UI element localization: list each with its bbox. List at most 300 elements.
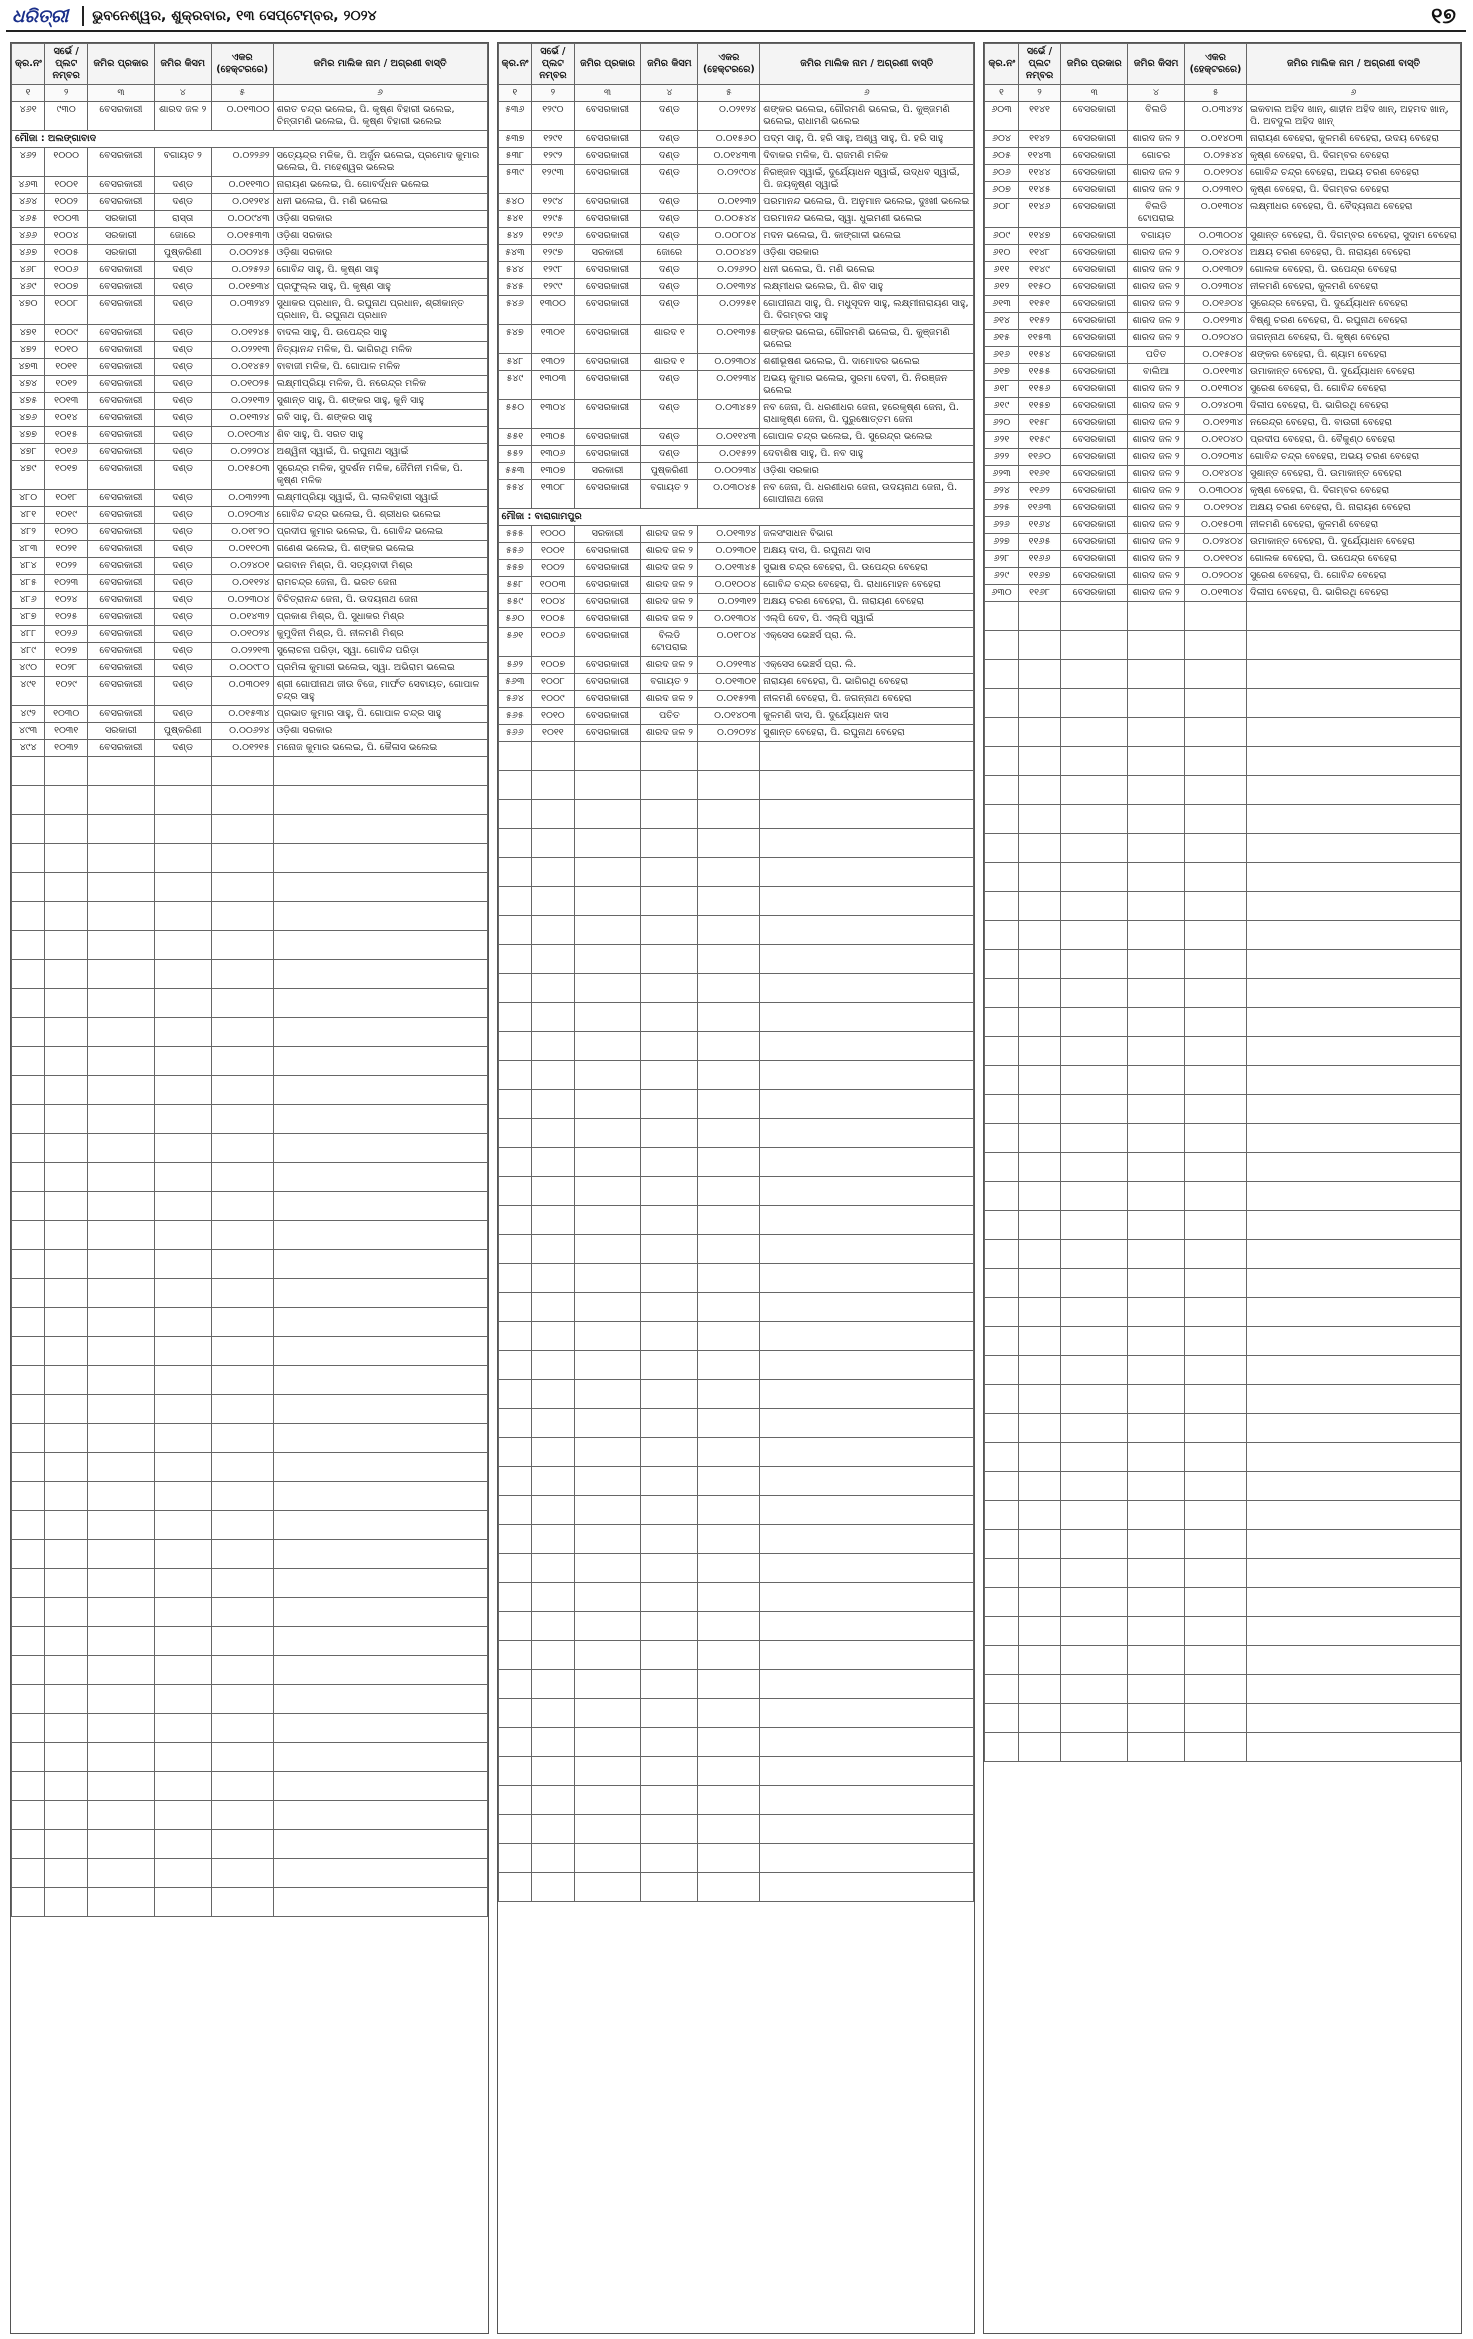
cell-type: ବେସରକାରୀ [88, 177, 155, 194]
cell-sl: ୫୩୬ [498, 102, 531, 131]
empty-cell [1246, 834, 1460, 863]
empty-cell [1018, 1298, 1061, 1327]
empty-cell [641, 1438, 698, 1467]
cell-plot: ୧୦୧୦ [45, 342, 88, 359]
cell-area: ୦.୦୧୦୨୪ [211, 626, 273, 643]
empty-cell [698, 742, 760, 771]
empty-row [498, 1206, 974, 1235]
empty-row [12, 873, 488, 902]
empty-cell [1061, 660, 1128, 689]
empty-cell [574, 1409, 641, 1438]
cell-kisam: ବଗାୟତ ୨ [641, 480, 698, 509]
cell-type: ବେସରକାରୀ [88, 626, 155, 643]
empty-cell [1185, 1124, 1247, 1153]
empty-cell [498, 1351, 531, 1380]
cell-plot: ୧୧୪୭ [1018, 228, 1061, 245]
empty-cell [574, 1525, 641, 1554]
table-row [12, 626, 488, 643]
empty-row [985, 1501, 1461, 1530]
empty-cell [1246, 660, 1460, 689]
empty-row [12, 1134, 488, 1163]
empty-cell [985, 1443, 1018, 1472]
empty-cell [574, 1844, 641, 1873]
empty-row [985, 1704, 1461, 1733]
cell-owner: ମନୋଜ କୁମାର ଭଲେଇ, ପି. କୈଳାସ ଭଲେଇ [273, 740, 487, 757]
empty-cell [1185, 1211, 1247, 1240]
empty-cell [12, 902, 45, 931]
empty-cell [12, 1743, 45, 1772]
cell-plot: ୧୦୦୩ [45, 211, 88, 228]
table-row [12, 245, 488, 262]
cell-kisam: ବଗାୟତ [1128, 228, 1185, 245]
empty-cell [88, 1308, 155, 1337]
empty-cell [985, 1008, 1018, 1037]
cell-kisam: ପତିତ [641, 708, 698, 725]
table-row [498, 543, 974, 560]
cell-owner: ରବି ସାହୁ, ପି. ଶଙ୍କର ସାହୁ [273, 410, 487, 427]
cell-kisam: ଦଣ୍ଡ [154, 541, 211, 558]
empty-cell [498, 858, 531, 887]
empty-cell [498, 1844, 531, 1873]
empty-cell [1018, 1385, 1061, 1414]
cell-type: ବେସରକାରୀ [1061, 228, 1128, 245]
table-row [12, 296, 488, 325]
empty-cell [45, 1047, 88, 1076]
empty-cell [1185, 631, 1247, 660]
cell-sl: ୬୨୫ [985, 500, 1018, 517]
column-header: କ୍ର.ନଂ [985, 44, 1018, 85]
table-row [12, 177, 488, 194]
empty-cell [1061, 1240, 1128, 1269]
empty-row [12, 1685, 488, 1714]
cell-type: ବେସରକାରୀ [574, 543, 641, 560]
table-row [498, 354, 974, 371]
cell-area: ୦.୦୨୨୬୨ [211, 148, 273, 177]
cell-type: ବେସରକାରୀ [1061, 466, 1128, 483]
empty-cell [531, 742, 574, 771]
empty-cell [12, 1250, 45, 1279]
table-row [498, 245, 974, 262]
cell-area: ୦.୦୦୨୩୪ [698, 463, 760, 480]
empty-cell [1061, 1675, 1128, 1704]
column-header: ସର୍ଭେ / ପ୍ଲଟ ନମ୍ବର [1018, 44, 1061, 85]
empty-cell [12, 1830, 45, 1859]
empty-cell [531, 1380, 574, 1409]
empty-cell [211, 1221, 273, 1250]
empty-cell [698, 916, 760, 945]
table-row [12, 643, 488, 660]
empty-cell [985, 1472, 1018, 1501]
cell-owner: କୃଷ୍ଣ ବେହେରା, ପି. ଦିଗମ୍ବର ବେହେରା [1246, 182, 1460, 199]
empty-cell [574, 1380, 641, 1409]
empty-row [985, 892, 1461, 921]
empty-row [498, 800, 974, 829]
empty-cell [1128, 892, 1185, 921]
cell-sl: ୪୭୧ [12, 325, 45, 342]
empty-cell [574, 1728, 641, 1757]
cell-type: ବେସରକାରୀ [574, 131, 641, 148]
cell-type: ବେସରକାରୀ [574, 577, 641, 594]
cell-plot: ୧୧୫୦ [1018, 279, 1061, 296]
empty-cell [1061, 950, 1128, 979]
empty-cell [641, 800, 698, 829]
table-row [498, 526, 974, 543]
cell-owner: ଶଙ୍କର ବେହେରା, ପି. ଶ୍ୟାମ ବେହେରା [1246, 347, 1460, 364]
cell-kisam: ଗୋଚର [1128, 148, 1185, 165]
table-row [498, 480, 974, 509]
empty-cell [531, 1786, 574, 1815]
cell-plot: ୧୩୦୭ [531, 463, 574, 480]
empty-cell [1061, 1733, 1128, 1762]
empty-row [12, 1308, 488, 1337]
empty-cell [1128, 1298, 1185, 1327]
cell-kisam: ଶାରଦ ଜଳ ୨ [641, 526, 698, 543]
cell-plot: ୧୦୦୨ [531, 560, 574, 577]
cell-type: ବେସରକାରୀ [574, 211, 641, 228]
empty-row [985, 1153, 1461, 1182]
cell-type: ବେସରକାରୀ [88, 558, 155, 575]
empty-cell [273, 1772, 487, 1801]
table-row [985, 330, 1461, 347]
cell-sl: ୫୬୬ [498, 725, 531, 742]
cell-type: ବେସରକାରୀ [88, 376, 155, 393]
empty-cell [1246, 1153, 1460, 1182]
cell-kisam: ଦଣ୍ଡ [641, 102, 698, 131]
empty-cell [88, 1511, 155, 1540]
empty-row [985, 689, 1461, 718]
cell-area: ୦.୦୩୦୧୨ [211, 677, 273, 706]
cell-type: ବେସରକାରୀ [88, 592, 155, 609]
empty-cell [273, 1627, 487, 1656]
empty-cell [698, 1815, 760, 1844]
cell-area: ୦.୦୨୩୦୪ [698, 354, 760, 371]
table-row [12, 507, 488, 524]
empty-cell [154, 1569, 211, 1598]
empty-cell [641, 1119, 698, 1148]
empty-cell [574, 1583, 641, 1612]
table-row [985, 432, 1461, 449]
cell-type: ବେସରକାରୀ [574, 228, 641, 245]
empty-cell [760, 1061, 974, 1090]
empty-cell [154, 902, 211, 931]
empty-cell [211, 960, 273, 989]
cell-sl: ୫୫୫ [498, 526, 531, 543]
empty-cell [211, 1163, 273, 1192]
table-row [985, 102, 1461, 131]
cell-owner: ଗୋବିନ୍ଦ ସାହୁ, ପି. କୃଷ୍ଣ ସାହୁ [273, 262, 487, 279]
empty-cell [88, 1134, 155, 1163]
cell-kisam: ଦଣ୍ଡ [154, 609, 211, 626]
table-row [498, 708, 974, 725]
cell-kisam: ଶାରଦ ଜଳ ୨ [641, 725, 698, 742]
table-row [985, 199, 1461, 228]
cell-area: ୦.୦୨୨୧୩ [211, 342, 273, 359]
empty-cell [531, 1032, 574, 1061]
empty-cell [985, 1530, 1018, 1559]
empty-cell [498, 1699, 531, 1728]
empty-row [985, 602, 1461, 631]
empty-cell [1185, 805, 1247, 834]
empty-cell [1128, 921, 1185, 950]
empty-cell [1061, 1095, 1128, 1124]
empty-cell [574, 1786, 641, 1815]
empty-cell [574, 1438, 641, 1467]
cell-owner: ସୁରେନ୍ଦ୍ର ମଳିକ, ସୁଦର୍ଶନ ମଳିକ, ଜୈମିନୀ ମଳିକ, ପି. କୃଷ୍ଣ ମଳିକ [273, 461, 487, 490]
table-row [985, 364, 1461, 381]
empty-cell [1246, 1066, 1460, 1095]
cell-sl: ୫୩୮ [498, 148, 531, 165]
cell-type: ବେସରକାରୀ [1061, 262, 1128, 279]
land-table-3 [984, 43, 1461, 1762]
empty-cell [985, 1269, 1018, 1298]
empty-cell [1128, 1153, 1185, 1182]
empty-cell [698, 1496, 760, 1525]
cell-kisam: ଦଣ୍ଡ [154, 490, 211, 507]
column-header: ସର୍ଭେ / ପ୍ଲଟ ନମ୍ବର [45, 44, 88, 85]
empty-cell [1246, 1559, 1460, 1588]
cell-sl: ୪୭୨ [12, 342, 45, 359]
empty-row [985, 1095, 1461, 1124]
table-row [12, 393, 488, 410]
table-row [12, 723, 488, 740]
empty-cell [45, 815, 88, 844]
cell-area: ୦.୦୧୨୩୪ [698, 371, 760, 400]
empty-row [12, 1830, 488, 1859]
table-header-row [985, 44, 1461, 85]
empty-cell [45, 1163, 88, 1192]
empty-cell [1018, 1501, 1061, 1530]
empty-cell [88, 1830, 155, 1859]
empty-cell [1128, 1472, 1185, 1501]
empty-cell [574, 1177, 641, 1206]
cell-owner: ସୁଶାନ୍ତ ବେହେରା, ପି. ରଘୁନାଥ ବେହେରା [760, 725, 974, 742]
cell-sl: ୪୬୬ [12, 228, 45, 245]
cell-plot: ୧୨୯୩ [531, 165, 574, 194]
table-row [985, 279, 1461, 296]
empty-cell [531, 945, 574, 974]
empty-cell [88, 931, 155, 960]
empty-cell [211, 1830, 273, 1859]
empty-cell [985, 1501, 1018, 1530]
empty-cell [45, 1656, 88, 1685]
empty-cell [154, 1743, 211, 1772]
empty-cell [1018, 602, 1061, 631]
cell-sl: ୬୧୮ [985, 381, 1018, 398]
cell-kisam: ଶାରଦ ଜଳ ୨ [1128, 568, 1185, 585]
cell-kisam: ବଗାୟତ ୨ [154, 148, 211, 177]
empty-cell [574, 1467, 641, 1496]
empty-cell [760, 1467, 974, 1496]
empty-cell [88, 1250, 155, 1279]
cell-area: ୦.୦୨୦୩୪ [1185, 449, 1247, 466]
cell-plot: ୧୧୫୬ [1018, 381, 1061, 398]
cell-area: ୦.୦୧୨୩୪ [1185, 415, 1247, 432]
cell-area: ୦.୦୩୦୦୪ [1185, 228, 1247, 245]
cell-type: ବେସରକାରୀ [574, 611, 641, 628]
empty-row [985, 1385, 1461, 1414]
empty-cell [1128, 1443, 1185, 1472]
cell-sl: ୪୭୮ [12, 444, 45, 461]
table-row [985, 398, 1461, 415]
empty-row [498, 1148, 974, 1177]
cell-sl: ୫୫୨ [498, 446, 531, 463]
table-row [498, 228, 974, 245]
cell-owner: ଧନୀ ଭଲେଇ, ପି. ମଣି ଭଲେଇ [273, 194, 487, 211]
village-name: ମୌଜା : ବାରାଗାମପୁର [498, 509, 974, 526]
empty-cell [1061, 1066, 1128, 1095]
cell-area: ୦.୦୦୯୮୦ [211, 660, 273, 677]
empty-cell [154, 989, 211, 1018]
empty-row [498, 1003, 974, 1032]
table-row [12, 359, 488, 376]
cell-type: ବେସରକାରୀ [574, 148, 641, 165]
empty-cell [1018, 1414, 1061, 1443]
empty-cell [1128, 1182, 1185, 1211]
empty-cell [154, 1163, 211, 1192]
cell-sl: ୬୦୭ [985, 182, 1018, 199]
empty-cell [1246, 1327, 1460, 1356]
cell-kisam: ଶାରଦ ଜଳ ୨ [1128, 182, 1185, 199]
empty-row [12, 1163, 488, 1192]
column-header: ଏକର (ହେକ୍ଟରରେ) [1185, 44, 1247, 85]
cell-area: ୦.୦୧୦୩୪ [211, 427, 273, 444]
empty-cell [698, 1699, 760, 1728]
cell-plot: ୧୧୪୯ [1018, 262, 1061, 279]
empty-row [985, 921, 1461, 950]
empty-cell [45, 1395, 88, 1424]
cell-type: ବେସରକାରୀ [88, 393, 155, 410]
cell-sl: ୬୨୭ [985, 534, 1018, 551]
column-number: ୬ [273, 85, 487, 102]
empty-row [498, 974, 974, 1003]
empty-cell [1018, 631, 1061, 660]
empty-cell [531, 771, 574, 800]
cell-plot: ୧୨୯୭ [531, 245, 574, 262]
cell-type: ବେସରକାରୀ [1061, 568, 1128, 585]
cell-type: ବେସରକାରୀ [1061, 102, 1128, 131]
empty-row [498, 1119, 974, 1148]
empty-cell [1018, 1182, 1061, 1211]
cell-kisam: ଦଣ୍ଡ [154, 279, 211, 296]
empty-cell [1061, 1211, 1128, 1240]
cell-plot: ୧୧୬୦ [1018, 449, 1061, 466]
column-number: ୩ [574, 85, 641, 102]
empty-cell [1061, 1472, 1128, 1501]
table-row [12, 740, 488, 757]
empty-cell [12, 1424, 45, 1453]
empty-cell [12, 1308, 45, 1337]
empty-cell [574, 1119, 641, 1148]
empty-cell [273, 1308, 487, 1337]
cell-plot: ୧୩୦୬ [531, 446, 574, 463]
empty-row [498, 1757, 974, 1786]
empty-cell [88, 1279, 155, 1308]
cell-area: ୦.୦୧୦୦୪ [698, 577, 760, 594]
cell-area: ୦.୦୦୨୪୫ [211, 245, 273, 262]
cell-sl: ୪୭୯ [12, 461, 45, 490]
column-number: ୬ [760, 85, 974, 102]
empty-cell [498, 1264, 531, 1293]
cell-sl: ୪୭୩ [12, 359, 45, 376]
empty-cell [760, 1119, 974, 1148]
table-row [12, 427, 488, 444]
empty-row [12, 1395, 488, 1424]
empty-row [498, 771, 974, 800]
empty-cell [1018, 1327, 1061, 1356]
empty-cell [760, 1786, 974, 1815]
empty-cell [88, 1076, 155, 1105]
empty-cell [1246, 1443, 1460, 1472]
empty-cell [1061, 1385, 1128, 1414]
table-row [985, 182, 1461, 199]
cell-plot: ୧୦୦୬ [531, 628, 574, 657]
empty-cell [273, 1801, 487, 1830]
empty-cell [531, 1525, 574, 1554]
empty-cell [273, 1859, 487, 1888]
empty-cell [641, 1699, 698, 1728]
empty-cell [211, 1482, 273, 1511]
cell-sl: ୬୦୩ [985, 102, 1018, 131]
empty-cell [760, 1293, 974, 1322]
cell-sl: ୫୫୭ [498, 560, 531, 577]
empty-cell [1061, 1704, 1128, 1733]
cell-type: ବେସରକାରୀ [88, 575, 155, 592]
cell-area: ୦.୦୧୨୪୫ [211, 325, 273, 342]
empty-cell [154, 1105, 211, 1134]
empty-cell [211, 1569, 273, 1598]
empty-row [498, 1322, 974, 1351]
empty-cell [1128, 660, 1185, 689]
empty-cell [574, 1032, 641, 1061]
cell-sl: ୪୬୭ [12, 245, 45, 262]
empty-cell [641, 1873, 698, 1902]
empty-cell [760, 829, 974, 858]
empty-cell [1061, 1356, 1128, 1385]
empty-cell [1128, 1356, 1185, 1385]
table-row [498, 371, 974, 400]
empty-row [12, 1714, 488, 1743]
cell-plot: ୧୦୧୩ [45, 393, 88, 410]
cell-kisam: ଦଣ୍ଡ [641, 228, 698, 245]
column-number: ୪ [1128, 85, 1185, 102]
empty-cell [531, 887, 574, 916]
empty-cell [211, 757, 273, 786]
cell-area: ୦.୦୦୯୪୩ [211, 211, 273, 228]
empty-cell [985, 1182, 1018, 1211]
empty-row [12, 1424, 488, 1453]
empty-cell [1128, 689, 1185, 718]
table-row [985, 517, 1461, 534]
empty-cell [1185, 1356, 1247, 1385]
empty-cell [498, 1293, 531, 1322]
table-row [498, 611, 974, 628]
empty-cell [760, 1815, 974, 1844]
empty-cell [760, 1612, 974, 1641]
cell-plot: ୧୦୦୦ [531, 526, 574, 543]
cell-plot: ୧୧୫୧ [1018, 296, 1061, 313]
cell-plot: ୧୦୧୪ [45, 410, 88, 427]
empty-cell [12, 844, 45, 873]
cell-type: ବେସରକାରୀ [88, 410, 155, 427]
cell-type: ବେସରକାରୀ [88, 490, 155, 507]
land-table-2 [498, 43, 975, 1902]
empty-cell [1246, 1733, 1460, 1762]
cell-sl: ୬୧୩ [985, 296, 1018, 313]
empty-cell [985, 1704, 1018, 1733]
cell-area: ୦.୦୩୦୪୫ [698, 480, 760, 509]
cell-sl: ୪୮୪ [12, 558, 45, 575]
village-name: ମୌଜା : ଅଲଙ୍ଗାବାଦ [12, 131, 488, 148]
